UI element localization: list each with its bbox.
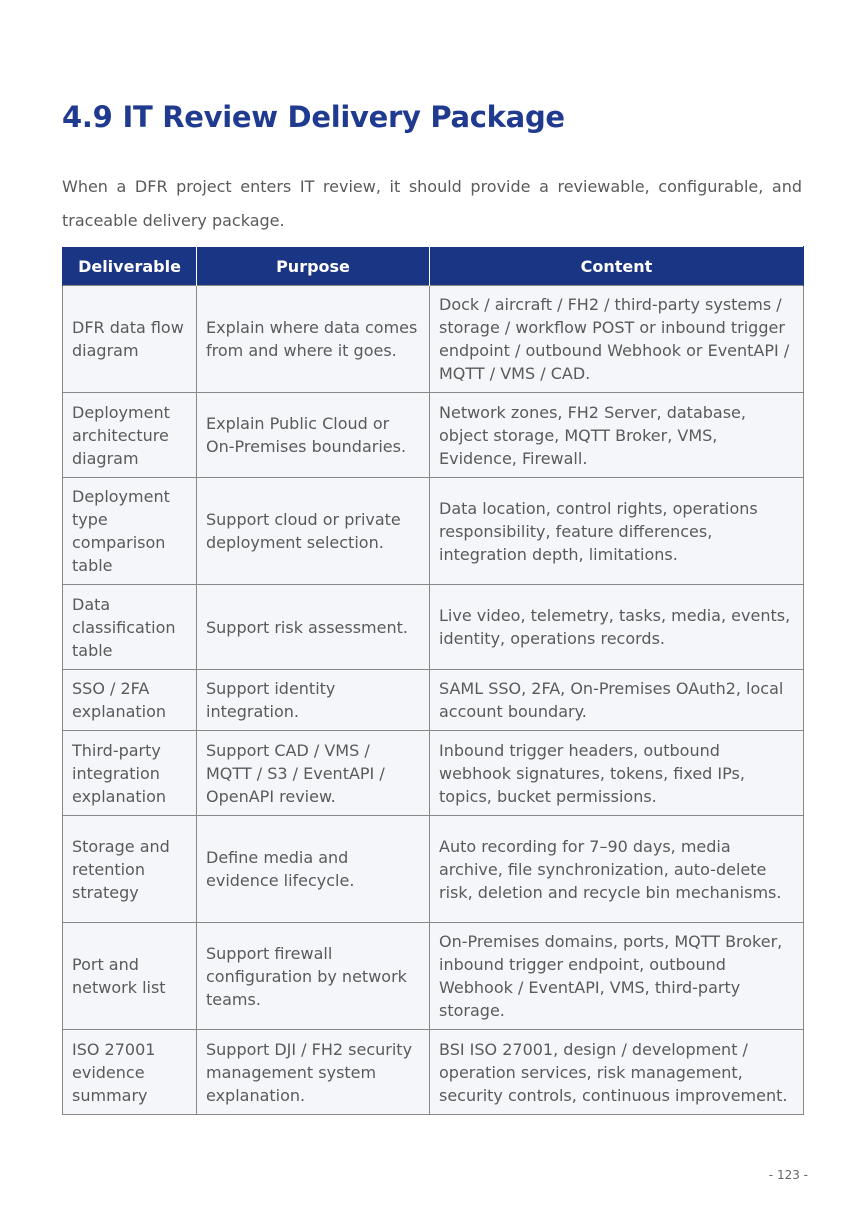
purpose-cell: Support firewall configuration by network teams.	[197, 923, 430, 1030]
header-deliverable: Deliverable	[63, 247, 197, 286]
table-row	[63, 478, 804, 585]
table-row	[63, 393, 804, 478]
deliverable-cell: ISO 27001 evidence summary	[63, 1030, 197, 1115]
table-row	[63, 731, 804, 816]
purpose-cell: Explain where data comes from and where it goes.	[197, 286, 430, 393]
deliverable-cell: Third-party integration explanation	[63, 731, 197, 816]
page-number: - 123 -	[768, 1168, 808, 1182]
purpose-cell: Explain Public Cloud or On-Premises boundaries.	[197, 393, 430, 478]
deliverable-cell: DFR data flow diagram	[63, 286, 197, 393]
content-cell: SAML SSO, 2FA, On-Premises OAuth2, local account boundary.	[430, 670, 804, 731]
header-purpose: Purpose	[197, 247, 430, 286]
purpose-cell: Support DJI / FH2 security management system explanation.	[197, 1030, 430, 1115]
table-row	[63, 286, 804, 393]
content-cell: Network zones, FH2 Server, database, object storage, MQTT Broker, VMS, Evidence, Firewall.	[430, 393, 804, 478]
purpose-cell: Define media and evidence lifecycle.	[197, 816, 430, 923]
content-cell: Live video, telemetry, tasks, media, events, identity, operations records.	[430, 585, 804, 670]
intro-paragraph: When a DFR project enters IT review, it should provide a reviewable, configurable, and traceable delivery package.	[62, 177, 802, 230]
table-row	[63, 923, 804, 1030]
table-row	[63, 816, 804, 923]
content-cell: Auto recording for 7–90 days, media archive, file synchronization, auto-delete risk, deletion and recycle bin mechanisms.	[430, 816, 804, 923]
purpose-cell: Support cloud or private deployment selection.	[197, 478, 430, 585]
deliverable-cell: Storage and retention strategy	[63, 816, 197, 923]
delivery-package-table	[62, 246, 804, 1115]
table-row	[63, 1030, 804, 1115]
deliverable-cell: Deployment architecture diagram	[63, 393, 197, 478]
content-cell: Data location, control rights, operations responsibility, feature differences, integration depth, limitations.	[430, 478, 804, 585]
purpose-cell: Support CAD / VMS / MQTT / S3 / EventAPI / OpenAPI review.	[197, 731, 430, 816]
purpose-cell: Support risk assessment.	[197, 585, 430, 670]
content-cell: On-Premises domains, ports, MQTT Broker, inbound trigger endpoint, outbound Webhook / EventAPI, VMS, third-party storage.	[430, 923, 804, 1030]
section-title: IT Review Delivery Package	[122, 100, 565, 134]
content-cell: Inbound trigger headers, outbound webhook signatures, tokens, fixed IPs, topics, bucket permissions.	[430, 731, 804, 816]
section-heading	[62, 100, 565, 134]
section-number: 4.9	[62, 100, 113, 134]
deliverable-cell: Data classification table	[63, 585, 197, 670]
content-cell: Dock / aircraft / FH2 / third-party systems / storage / workflow POST or inbound trigger endpoint / outbound Webhook or EventAPI / MQTT / VMS / CAD.	[430, 286, 804, 393]
deliverable-cell: Port and network list	[63, 923, 197, 1030]
table-header-row	[63, 247, 804, 286]
deliverable-cell: Deployment type comparison table	[63, 478, 197, 585]
table-row	[63, 585, 804, 670]
header-content: Content	[430, 247, 804, 286]
table-row	[63, 670, 804, 731]
deliverable-cell: SSO / 2FA explanation	[63, 670, 197, 731]
content-cell: BSI ISO 27001, design / development / operation services, risk management, security controls, continuous improvement.	[430, 1030, 804, 1115]
purpose-cell: Support identity integration.	[197, 670, 430, 731]
